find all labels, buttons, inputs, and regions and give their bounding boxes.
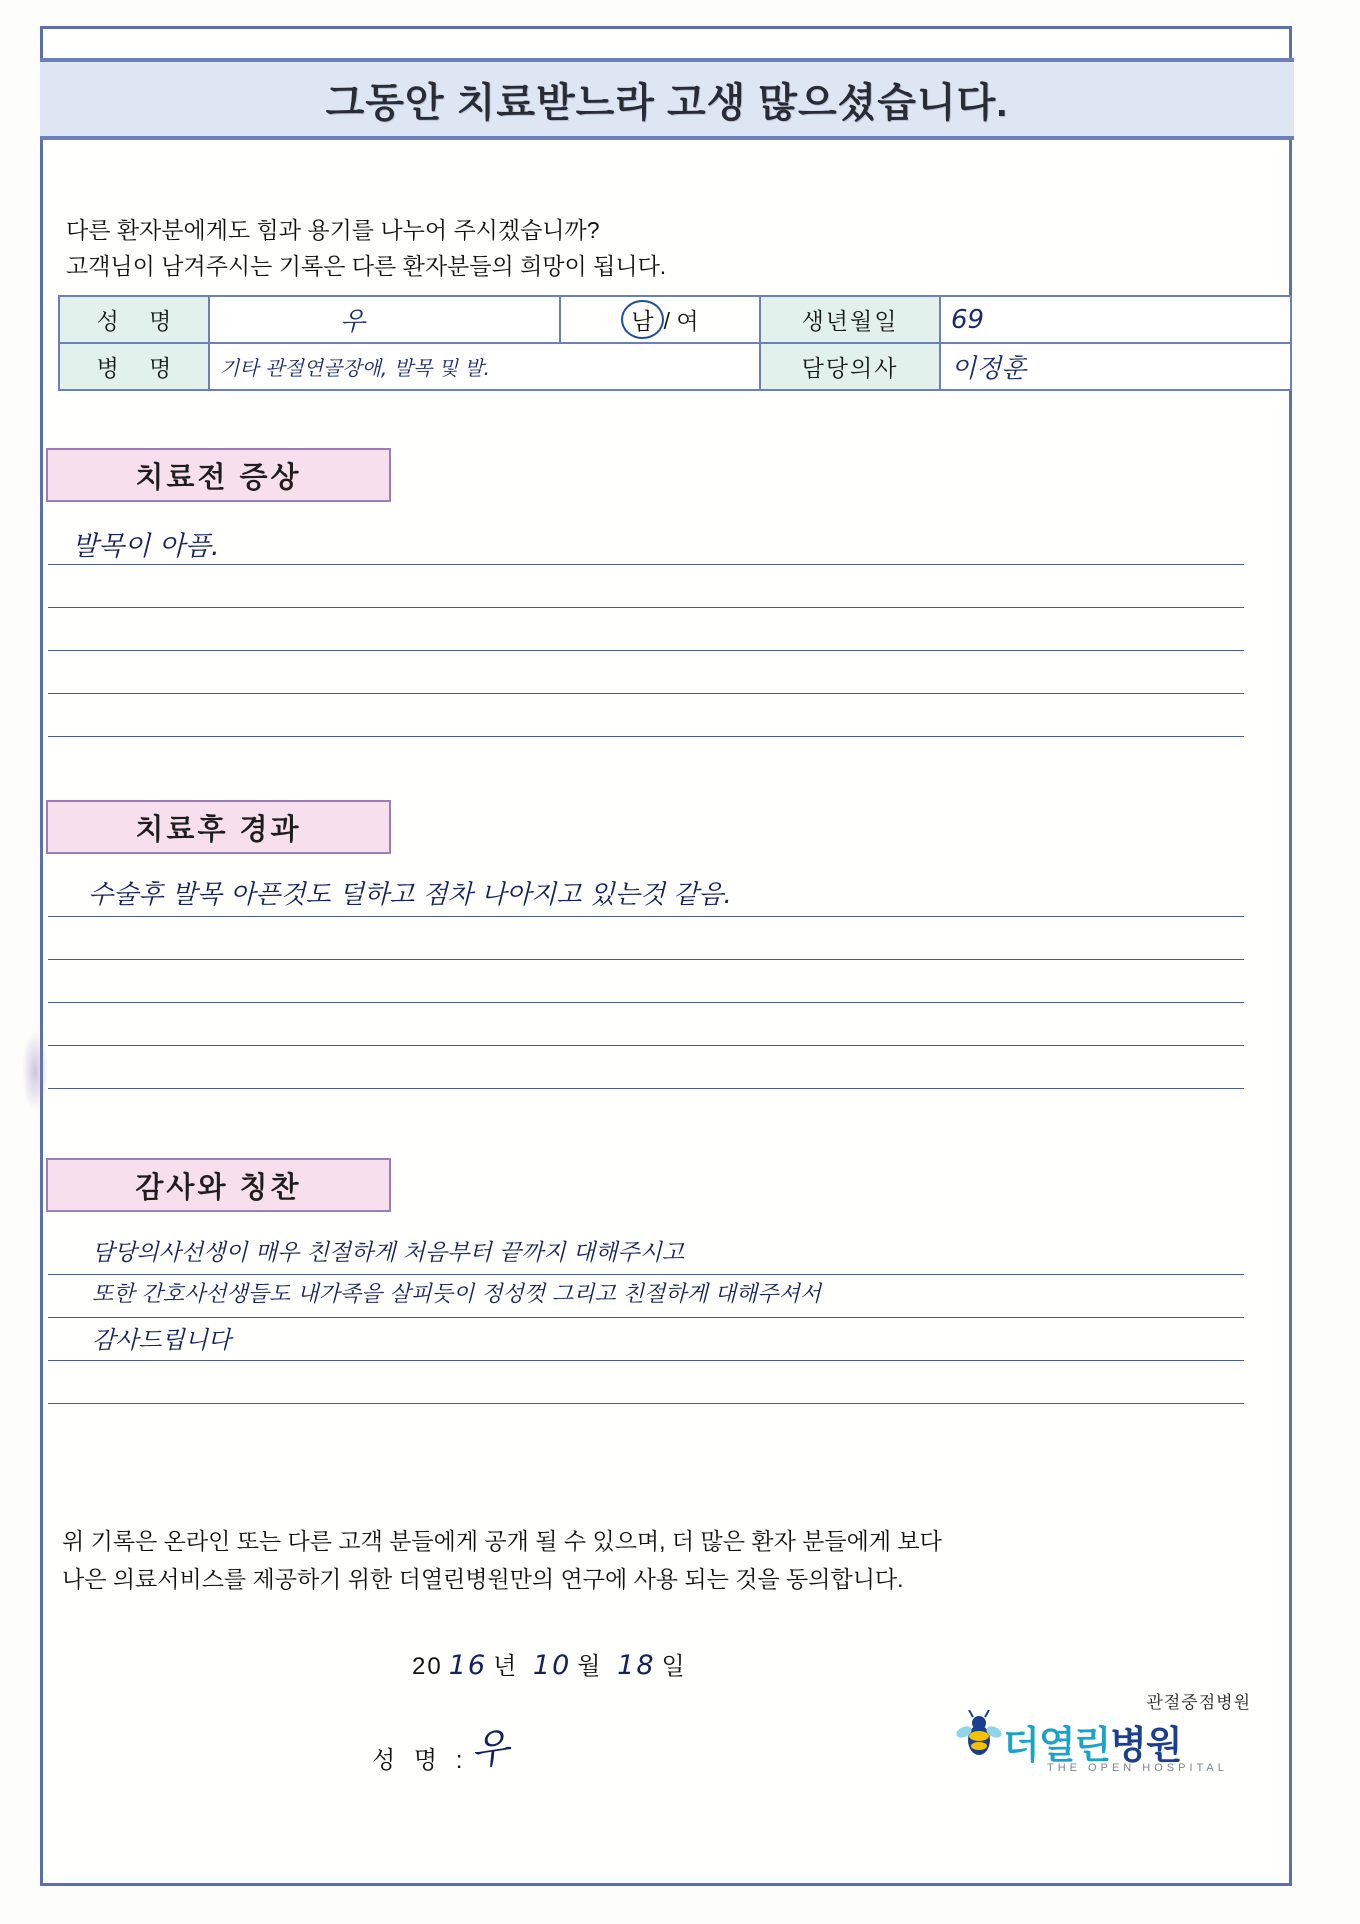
logo-english: THE OPEN HOSPITAL [1047, 1762, 1228, 1774]
doctor-value-cell[interactable] [940, 343, 1291, 390]
disease-label: 병 명 [59, 343, 209, 390]
intro-text [66, 212, 1166, 284]
write-line[interactable] [48, 694, 1244, 737]
table-row [59, 343, 1291, 390]
name-value: 우 [340, 307, 366, 337]
section-heading-after-label: 치료후 경과 [135, 813, 302, 846]
signature-label: 성 명 : [372, 1747, 469, 1774]
write-line[interactable] [48, 608, 1244, 651]
write-line[interactable] [48, 917, 1244, 960]
date-month-unit: 월 [577, 1653, 603, 1680]
date-day-unit: 일 [661, 1653, 687, 1680]
sex-separator: / [663, 308, 670, 334]
disease-value: 기타 관절연골장애, 발목 및 발. [220, 356, 490, 380]
intro-line-1: 다른 환자분에게도 힘과 용기를 나누어 주시겠습니까? [66, 217, 600, 243]
write-line[interactable] [48, 565, 1244, 608]
write-line[interactable] [48, 1046, 1244, 1089]
doctor-label: 담당의사 [760, 343, 940, 390]
section-heading-after [46, 800, 391, 854]
consent-line-1: 위 기록은 온라인 또는 다른 고객 분들에게 공개 될 수 있으며, 더 많은 환자 분들에게 보다 [62, 1528, 942, 1554]
date-year-unit: 년 [493, 1653, 519, 1680]
section-heading-thanks-label: 감사와 칭찬 [135, 1171, 302, 1204]
logo-name-part1: 더열린 [1003, 1725, 1111, 1767]
handwriting-after-1: 수술후 발목 아픈것도 덜하고 점차 나아지고 있는것 같음. [88, 880, 732, 910]
disease-value-cell[interactable] [209, 343, 760, 390]
handwriting-thanks-3: 감사드립니다 [92, 1326, 232, 1354]
doctor-value: 이정훈 [951, 354, 1027, 384]
page-title: 그동안 치료받느라 고생 많으셨습니다. [325, 80, 1009, 125]
handwriting-thanks-1: 담당의사선생이 매우 친절하게 처음부터 끝까지 대해주시고 [92, 1240, 685, 1266]
ink-smudge [22, 1030, 48, 1112]
logo-name-part2: 병원 [1110, 1725, 1182, 1767]
date-prefix: 20 [412, 1653, 443, 1680]
consent-line-2: 나은 의료서비스를 제공하기 위한 더열린병원만의 연구에 사용 되는 것을 동의합니다. [62, 1566, 904, 1592]
sex-female-option[interactable]: 여 [676, 308, 699, 334]
section-heading-before [46, 448, 391, 502]
section-heading-before-label: 치료전 증상 [135, 461, 302, 494]
name-label: 성 명 [59, 296, 209, 343]
logo-name [1003, 1714, 1182, 1769]
intro-line-2: 고객님이 남겨주시는 기록은 다른 환자분들의 희망이 됩니다. [66, 253, 667, 279]
consent-paragraph [62, 1522, 1202, 1598]
write-line[interactable] [48, 1232, 1244, 1275]
date-month: 10 [532, 1650, 572, 1681]
logo-tagline: 관절중점병원 [1146, 1693, 1251, 1712]
bee-mascot-icon [955, 1710, 1003, 1766]
title-banner [40, 58, 1294, 140]
date-row [412, 1646, 687, 1681]
sex-cell[interactable] [560, 296, 760, 343]
write-line[interactable] [48, 1361, 1244, 1404]
write-line[interactable] [48, 1003, 1244, 1046]
patient-info-table [58, 295, 1292, 391]
section-heading-thanks [46, 1158, 391, 1212]
name-value-cell[interactable] [209, 296, 560, 343]
write-line[interactable] [48, 522, 1244, 565]
write-line[interactable] [48, 1275, 1244, 1318]
section-lines-after [48, 874, 1244, 1089]
section-lines-thanks [48, 1232, 1244, 1404]
birth-value-cell[interactable] [940, 296, 1291, 343]
section-lines-before [48, 522, 1244, 737]
signature-mark: 우 [467, 1724, 513, 1776]
sex-male-option[interactable]: 남 [621, 300, 663, 339]
write-line[interactable] [48, 651, 1244, 694]
birth-value: 69 [951, 304, 985, 335]
write-line[interactable] [48, 1318, 1244, 1361]
handwriting-thanks-2: 또한 간호사선생들도 내가족을 살피듯이 정성껏 그리고 친절하게 대해주셔서 [92, 1282, 822, 1307]
write-line[interactable] [48, 874, 1244, 917]
date-year: 16 [448, 1650, 488, 1681]
write-line[interactable] [48, 960, 1244, 1003]
hospital-logo [955, 1688, 1255, 1798]
table-row [59, 296, 1291, 343]
date-day: 18 [617, 1650, 656, 1681]
birth-label: 생년월일 [760, 296, 940, 343]
handwriting-before-1: 발목이 아픔. [72, 531, 220, 562]
